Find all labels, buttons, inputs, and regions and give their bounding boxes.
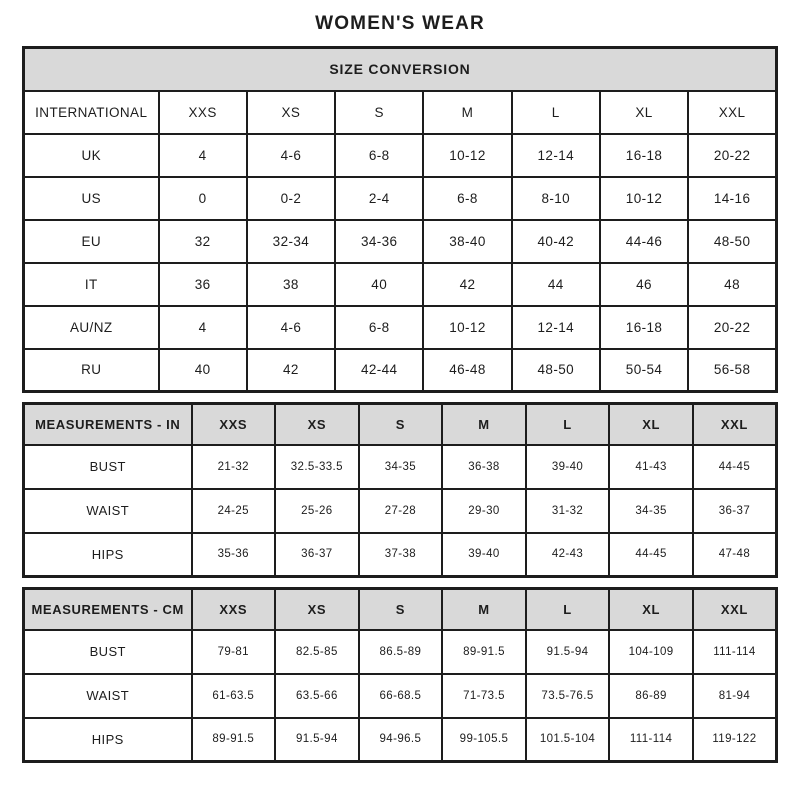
value-cell: 41-43 (609, 445, 693, 489)
value-cell: 61-63.5 (192, 674, 276, 718)
table-row (24, 306, 777, 349)
value-cell: 32-34 (247, 220, 335, 263)
value-cell: 34-35 (359, 445, 443, 489)
value-cell: 6-8 (335, 134, 423, 177)
value-cell: 56-58 (688, 349, 776, 392)
value-cell: 91.5-94 (526, 630, 610, 674)
value-cell: 38-40 (423, 220, 511, 263)
value-cell: 48 (688, 263, 776, 306)
value-cell: 4-6 (247, 306, 335, 349)
row-label-cell: UK (24, 134, 159, 177)
value-cell: 32.5-33.5 (275, 445, 359, 489)
page-title: WOMEN'S WEAR (315, 13, 485, 34)
value-cell: 101.5-104 (526, 718, 610, 762)
value-cell: 21-32 (192, 445, 276, 489)
value-cell: 111-114 (609, 718, 693, 762)
value-cell: 40 (335, 263, 423, 306)
measurements-cm-table (22, 587, 778, 763)
value-cell: 42-43 (526, 533, 610, 577)
value-cell: 44-46 (600, 220, 688, 263)
row-label-cell: EU (24, 220, 159, 263)
value-cell: 37-38 (359, 533, 443, 577)
value-cell: 44-45 (693, 445, 777, 489)
value-cell: 36-37 (693, 489, 777, 533)
value-cell: 82.5-85 (275, 630, 359, 674)
row-label-cell: RU (24, 349, 159, 392)
value-cell: 89-91.5 (442, 630, 526, 674)
value-cell: 48-50 (512, 349, 600, 392)
table-row (24, 533, 777, 577)
value-cell: 99-105.5 (442, 718, 526, 762)
table-row (24, 718, 777, 762)
value-cell: 20-22 (688, 134, 776, 177)
column-header-cell: XXL (693, 404, 777, 445)
value-cell: 12-14 (512, 134, 600, 177)
column-header-cell: M (423, 91, 511, 134)
value-cell: 48-50 (688, 220, 776, 263)
value-cell: 10-12 (423, 134, 511, 177)
row-label-cell: BUST (24, 445, 192, 489)
header-row (24, 589, 777, 630)
value-cell: 27-28 (359, 489, 443, 533)
value-cell: 36-38 (442, 445, 526, 489)
row-label-cell: WAIST (24, 489, 192, 533)
value-cell: 0-2 (247, 177, 335, 220)
value-cell: 2-4 (335, 177, 423, 220)
column-header-cell: XXL (688, 91, 776, 134)
value-cell: 44-45 (609, 533, 693, 577)
row-label-cell: US (24, 177, 159, 220)
column-header-cell: L (526, 589, 610, 630)
size-conversion-table (22, 46, 778, 393)
value-cell: 0 (159, 177, 247, 220)
value-cell: 4-6 (247, 134, 335, 177)
size-conversion-caption: SIZE CONVERSION (24, 48, 777, 91)
column-header-cell: S (359, 589, 443, 630)
table-row (24, 349, 777, 392)
value-cell: 34-36 (335, 220, 423, 263)
row-label-cell: HIPS (24, 718, 192, 762)
value-cell: 63.5-66 (275, 674, 359, 718)
table-row (24, 263, 777, 306)
table-row (24, 177, 777, 220)
column-header-cell: XL (600, 91, 688, 134)
size-chart-page (22, 0, 778, 763)
value-cell: 4 (159, 306, 247, 349)
value-cell: 44 (512, 263, 600, 306)
row-label-cell: BUST (24, 630, 192, 674)
caption-row (24, 48, 777, 91)
column-header-cell: S (359, 404, 443, 445)
value-cell: 36-37 (275, 533, 359, 577)
value-cell: 14-16 (688, 177, 776, 220)
value-cell: 94-96.5 (359, 718, 443, 762)
value-cell: 31-32 (526, 489, 610, 533)
value-cell: 47-48 (693, 533, 777, 577)
value-cell: 66-68.5 (359, 674, 443, 718)
value-cell: 20-22 (688, 306, 776, 349)
value-cell: 71-73.5 (442, 674, 526, 718)
column-header-cell: XXS (192, 589, 276, 630)
value-cell: 10-12 (600, 177, 688, 220)
column-header-cell: XS (275, 404, 359, 445)
value-cell: 8-10 (512, 177, 600, 220)
value-cell: 46-48 (423, 349, 511, 392)
value-cell: 35-36 (192, 533, 276, 577)
header-row (24, 91, 777, 134)
value-cell: 86-89 (609, 674, 693, 718)
column-header-cell: S (335, 91, 423, 134)
value-cell: 81-94 (693, 674, 777, 718)
value-cell: 38 (247, 263, 335, 306)
value-cell: 12-14 (512, 306, 600, 349)
column-header-cell: XXS (159, 91, 247, 134)
value-cell: 29-30 (442, 489, 526, 533)
table-row (24, 630, 777, 674)
value-cell: 16-18 (600, 134, 688, 177)
value-cell: 24-25 (192, 489, 276, 533)
value-cell: 104-109 (609, 630, 693, 674)
column-header-cell: M (442, 404, 526, 445)
value-cell: 39-40 (526, 445, 610, 489)
row-label-cell: HIPS (24, 533, 192, 577)
table-row (24, 220, 777, 263)
value-cell: 73.5-76.5 (526, 674, 610, 718)
value-cell: 46 (600, 263, 688, 306)
column-header-cell: MEASUREMENTS - CM (24, 589, 192, 630)
column-header-cell: L (512, 91, 600, 134)
column-header-cell: L (526, 404, 610, 445)
value-cell: 91.5-94 (275, 718, 359, 762)
column-header-cell: INTERNATIONAL (24, 91, 159, 134)
column-header-cell: XXL (693, 589, 777, 630)
value-cell: 50-54 (600, 349, 688, 392)
header-row (24, 404, 777, 445)
value-cell: 36 (159, 263, 247, 306)
value-cell: 25-26 (275, 489, 359, 533)
value-cell: 16-18 (600, 306, 688, 349)
table-row (24, 134, 777, 177)
value-cell: 4 (159, 134, 247, 177)
value-cell: 111-114 (693, 630, 777, 674)
row-label-cell: AU/NZ (24, 306, 159, 349)
measurements-in-table (22, 402, 778, 578)
table-row (24, 445, 777, 489)
value-cell: 6-8 (335, 306, 423, 349)
row-label-cell: WAIST (24, 674, 192, 718)
column-header-cell: MEASUREMENTS - IN (24, 404, 192, 445)
value-cell: 32 (159, 220, 247, 263)
value-cell: 89-91.5 (192, 718, 276, 762)
value-cell: 40 (159, 349, 247, 392)
value-cell: 6-8 (423, 177, 511, 220)
value-cell: 79-81 (192, 630, 276, 674)
value-cell: 119-122 (693, 718, 777, 762)
table-row (24, 489, 777, 533)
column-header-cell: XL (609, 589, 693, 630)
value-cell: 86.5-89 (359, 630, 443, 674)
value-cell: 40-42 (512, 220, 600, 263)
row-label-cell: IT (24, 263, 159, 306)
value-cell: 42 (423, 263, 511, 306)
value-cell: 34-35 (609, 489, 693, 533)
column-header-cell: XL (609, 404, 693, 445)
column-header-cell: XS (247, 91, 335, 134)
column-header-cell: XXS (192, 404, 276, 445)
value-cell: 42 (247, 349, 335, 392)
value-cell: 42-44 (335, 349, 423, 392)
value-cell: 39-40 (442, 533, 526, 577)
table-row (24, 674, 777, 718)
value-cell: 10-12 (423, 306, 511, 349)
column-header-cell: M (442, 589, 526, 630)
column-header-cell: XS (275, 589, 359, 630)
